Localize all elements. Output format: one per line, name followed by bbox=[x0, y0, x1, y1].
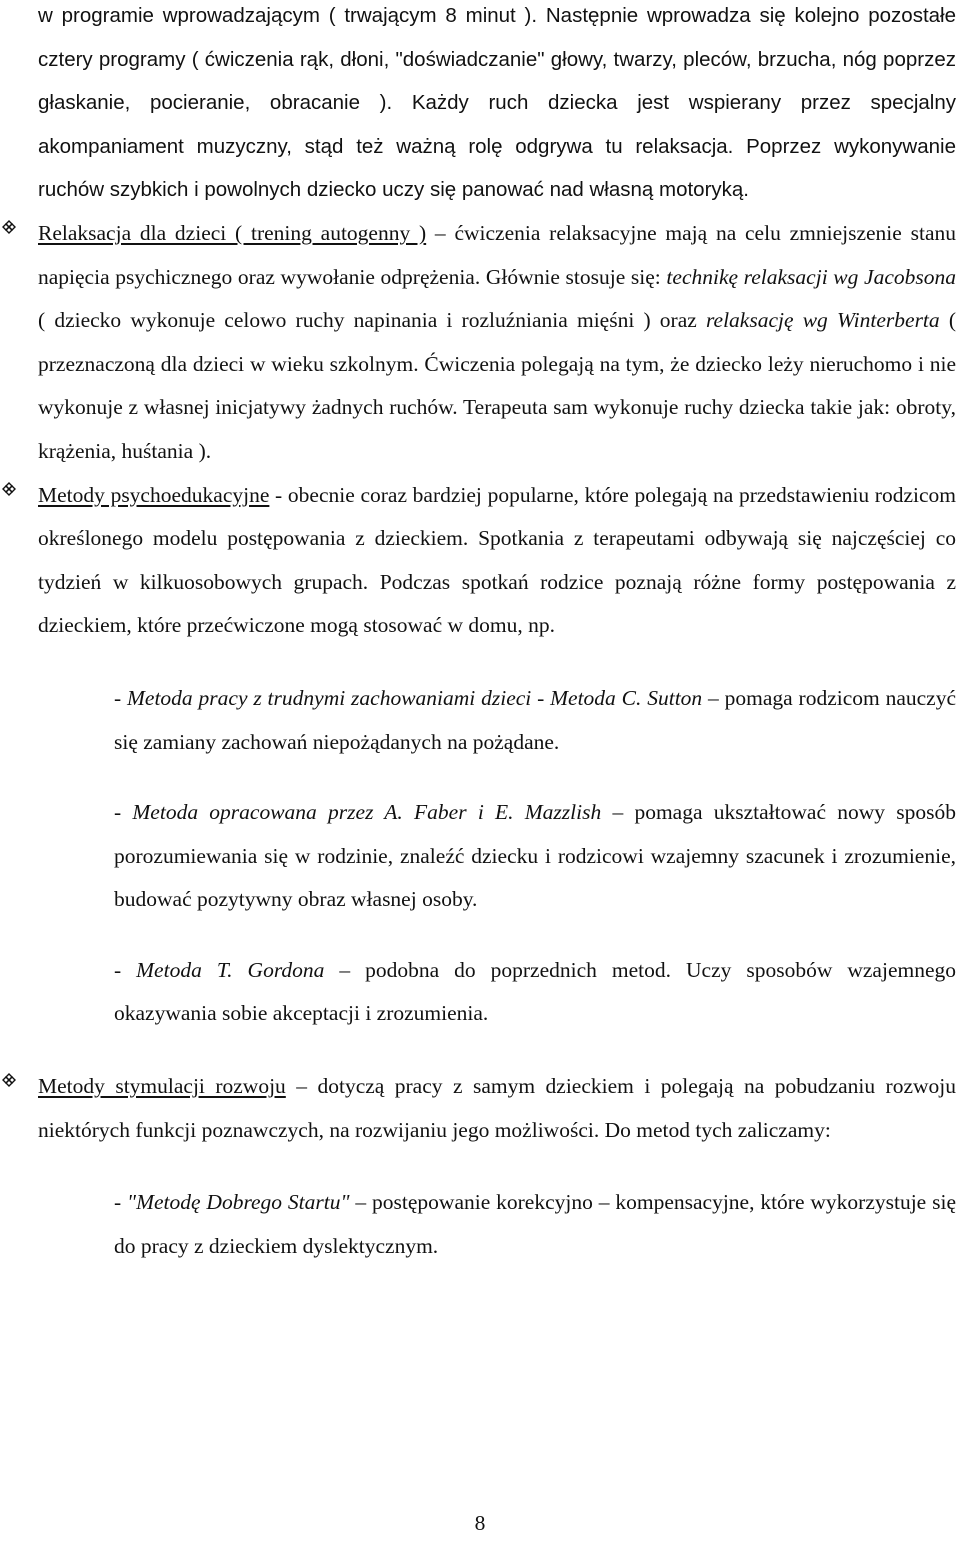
intro-paragraph bbox=[38, 0, 956, 212]
method-item bbox=[114, 1181, 956, 1268]
method-item bbox=[114, 677, 956, 764]
method-desc: – podobna do poprzednich metod. Uczy sposobów wzajemnego okazywania sobie akceptacji i zrozumienia. bbox=[114, 957, 956, 1026]
spacer bbox=[38, 1152, 956, 1181]
bullet-relaksacja bbox=[38, 212, 956, 474]
method-item bbox=[114, 949, 956, 1036]
winterberta-term: relaksację wg Winterberta bbox=[705, 308, 940, 333]
method-name: "Metodę Dobrego Startu" bbox=[127, 1190, 350, 1215]
spacer bbox=[38, 922, 956, 949]
method-name: - Metoda T. Gordona bbox=[114, 957, 325, 982]
jacobson-term: technikę relaksacji wg Jacobsona bbox=[666, 264, 956, 289]
method-desc: – postępowanie korekcyjno – kompensacyjne, które wykorzystuje się do pracy z dzieckiem dyslektycznym. bbox=[114, 1190, 956, 1258]
diamond-bullet-icon bbox=[0, 474, 26, 517]
bullet-stymulacji bbox=[38, 1065, 956, 1152]
psychoedukacyjne-text: - obecnie coraz bardziej popularne, które polegają na przedstawieniu rodzicom określonego modelu postępowania z dzieckiem. Spotkania z terapeutami odbywają się najczęściej co tydzień w kilkuosobowych grupach. Podczas spotkań rodzice poznają różne formy postępowania z dzieckiem, które przećwiczone mogą stosować w domu, np. bbox=[38, 482, 956, 638]
page-number: 8 bbox=[474, 1511, 486, 1535]
relaksacja-text-2: ( dziecko wykonuje celowo ruchy napinania i rozluźniania mięśni ) oraz bbox=[38, 308, 706, 333]
spacer bbox=[38, 1036, 956, 1065]
method-item bbox=[114, 791, 956, 922]
stymulacji-title: Metody stymulacji rozwoju bbox=[38, 1074, 286, 1099]
relaksacja-text-3: ( przeznaczoną dla dzieci w wieku szkolnym. Ćwiczenia polegają na tym, że dziecko leży nieruchomo i nie wykonuje z własnej inicjatywy żadnych ruchów. Terapeuta sam wykonuje ruchy dziecka takie jak: obroty, krążenia, huśtania ). bbox=[38, 308, 956, 463]
method-name: - Metoda pracy z trudnymi zachowaniami dzieci - Metoda C. Sutton bbox=[114, 685, 703, 710]
spacer bbox=[38, 648, 956, 677]
method-name: - Metoda opracowana przez A. Faber i E. Mazzlish bbox=[114, 800, 602, 825]
relaksacja-text-1: – ćwiczenia relaksacyjne mają na celu zmniejszenie stanu napięcia psychicznego oraz wywołanie odprężenia. Głównie stosuje się: bbox=[38, 220, 956, 289]
method-desc: – pomaga rodzicom nauczyć się zamiany zachowań niepożądanych na pożądane. bbox=[114, 685, 956, 754]
method-desc: – pomaga ukształtować nowy sposób porozumiewania się w rodzinie, znaleźć dziecku i rodzicowi wzajemny szacunek i zrozumienie, budować pozytywny obraz własnej osoby. bbox=[114, 800, 956, 912]
document-page bbox=[38, 0, 956, 1268]
relaksacja-title: Relaksacja dla dzieci ( trening autogenny ) bbox=[38, 220, 427, 245]
diamond-bullet-icon bbox=[0, 1065, 26, 1108]
diamond-bullet-icon bbox=[0, 212, 26, 255]
stymulacji-text: – dotyczą pracy z samym dzieckiem i polegają na pobudzaniu rozwoju niektórych funkcji poznawczych, na rozwijaniu jego możliwości. Do metod tych zaliczamy: bbox=[38, 1074, 956, 1142]
spacer bbox=[38, 764, 956, 791]
psychoedukacyjne-title: Metody psychoedukacyjne bbox=[38, 482, 270, 507]
intro-text: w programie wprowadzającym ( trwającym 8 minut ). Następnie wprowadza się kolejno pozostałe cztery programy ( ćwiczenia rąk, dłoni, "doświadczanie" głowy, twarzy, pleców, brzucha, nóg poprzez głaskanie, pocieranie, obracanie ). Każdy ruch dziecka jest wspierany przez specjalny akompaniament muzyczny, stąd też ważną rolę odgrywa tu relaksacja. Poprzez wykonywanie ruchów szybkich i powolnych dziecko uczy się panować nad własną motoryką. bbox=[38, 4, 956, 202]
method-prefix: - bbox=[114, 1190, 128, 1215]
bullet-psychoedukacyjne bbox=[38, 474, 956, 648]
